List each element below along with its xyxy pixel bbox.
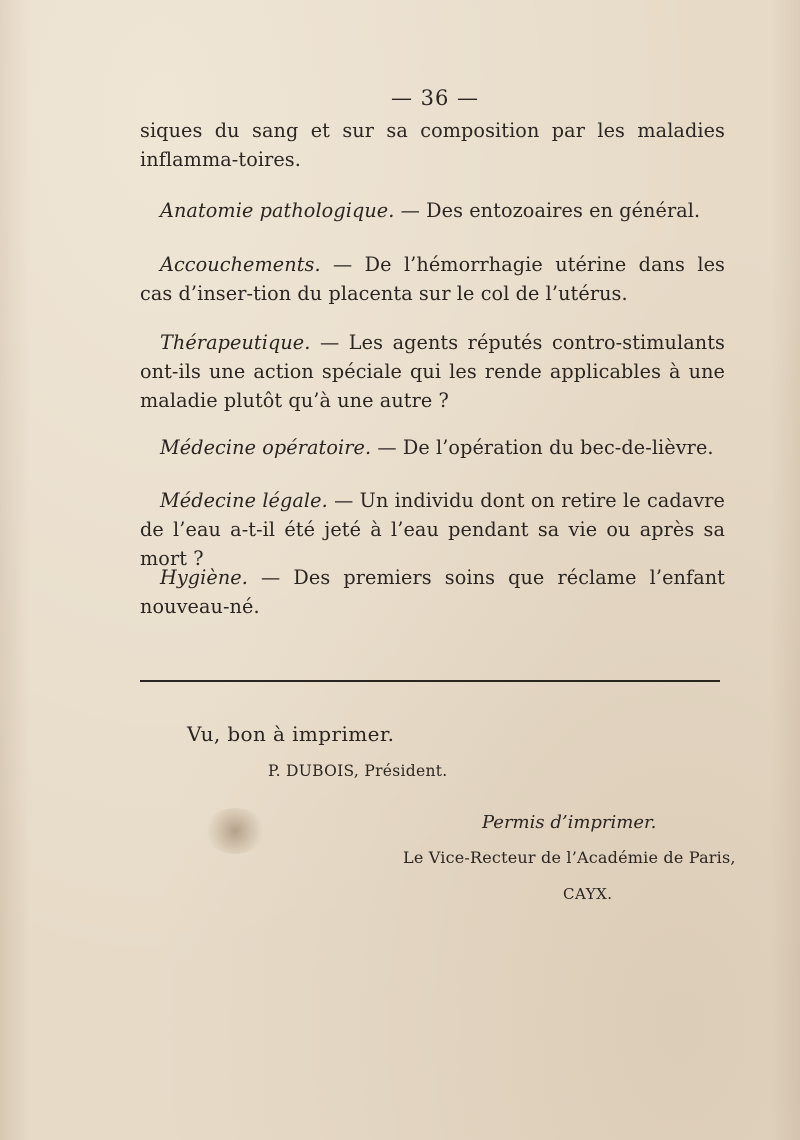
medecine-legale-paragraph <box>140 486 725 573</box>
hygiene-heading: Hygiène. <box>160 566 248 589</box>
anatomie-text: — Des entozoaires en général. <box>394 199 701 222</box>
hygiene-paragraph <box>140 563 725 621</box>
accouchements-text: — De l’hémorrhagie utérine dans les cas d’inser-tion du placenta sur le col de l’utérus. <box>140 253 725 305</box>
president-signature: P. DUBOIS, Président. <box>268 762 448 780</box>
intro-paragraph: siques du sang et sur sa composition par les maladies inflamma-toires. <box>140 119 725 171</box>
medecine-legale-text: — Un individu dont on retire le cadavre de l’eau a-t-il été jeté à l’eau pendant sa vie ou après sa mort ? <box>140 489 725 570</box>
anatomie-paragraph <box>140 196 725 225</box>
accouchements-heading: Accouchements. <box>160 253 321 276</box>
section-divider <box>140 680 720 682</box>
medecine-operatoire-paragraph <box>140 433 725 462</box>
medecine-operatoire-text: — De l’opération du bec-de-lièvre. <box>371 436 714 459</box>
therapeutique-text: — Les agents réputés contro-stimulants ont-ils une action spéciale qui les rende applicables à une maladie plutôt qu’à une autre ? <box>140 331 725 412</box>
ink-stain <box>205 808 265 854</box>
vice-recteur-title: Le Vice-Recteur de l’Académie de Paris, <box>403 848 736 867</box>
medecine-legale-heading: Médecine légale. <box>160 489 328 512</box>
hygiene-text: — Des premiers soins que réclame l’enfant nouveau-né. <box>140 566 725 618</box>
medecine-operatoire-heading: Médecine opératoire. <box>160 436 372 459</box>
vu-bon-a-imprimer: Vu, bon à imprimer. <box>187 722 395 746</box>
accouchements-paragraph <box>140 250 725 308</box>
anatomie-heading: Anatomie pathologique. <box>160 199 395 222</box>
permis-d-imprimer: Permis d’imprimer. <box>482 812 657 833</box>
page-number: — 36 — <box>390 86 480 110</box>
therapeutique-paragraph <box>140 328 725 415</box>
therapeutique-heading: Thérapeutique. <box>160 331 311 354</box>
vice-recteur-name: CAYX. <box>563 885 613 903</box>
